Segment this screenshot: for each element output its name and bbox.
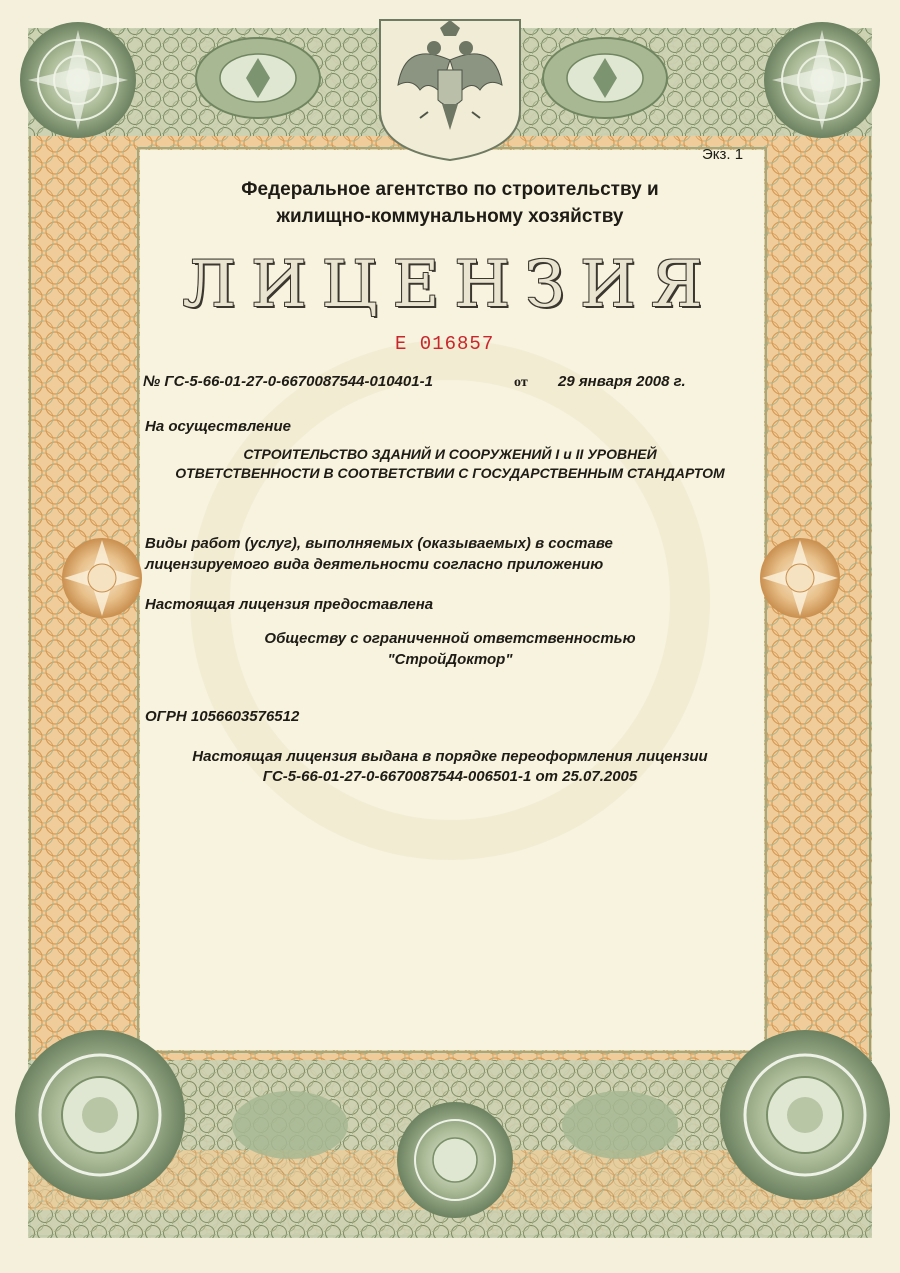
top-right-medallion: [543, 38, 667, 118]
top-left-medallion: [196, 38, 320, 118]
ogrn-number: ОГРН 1056603576512: [145, 708, 300, 725]
agency-line-2: жилищно-коммунальному хозяйству: [276, 206, 624, 227]
purpose-label: На осуществление: [145, 418, 291, 435]
activity-description: [130, 445, 770, 483]
top-left-rosette: [20, 22, 136, 138]
agency-name: [130, 176, 770, 230]
license-number: № ГС-5-66-01-27-0-6670087544-010401-1: [143, 373, 433, 390]
copy-number: Экз. 1: [702, 146, 744, 163]
reissue-line-1: Настоящая лицензия выдана в порядке переоформления лицензии: [192, 748, 708, 765]
bottom-right-rosette: [720, 1030, 890, 1200]
works-line-2: лицензируемого вида деятельности согласно приложению: [145, 556, 604, 573]
granted-label: Настоящая лицензия предоставлена: [145, 596, 434, 613]
activity-line-1: СТРОИТЕЛЬСТВО ЗДАНИЙ И СООРУЖЕНИЙ I и II УРОВНЕЙ: [243, 446, 657, 462]
works-line-1: Виды работ (услуг), выполняемых (оказываемых) в составе: [145, 535, 613, 552]
agency-line-1: Федеральное агентство по строительству и: [241, 179, 659, 200]
holder-line-2: "СтройДоктор": [387, 651, 513, 668]
top-right-rosette: [764, 22, 880, 138]
from-label: от: [514, 375, 528, 390]
works-statement: [145, 533, 613, 575]
reissue-statement: [130, 747, 770, 787]
issue-date: 29 января 2008 г.: [558, 373, 686, 390]
bottom-left-rosette: [15, 1030, 185, 1200]
right-side-rosette: [760, 538, 840, 618]
license-holder: [130, 628, 770, 670]
holder-line-1: Обществу с ограниченной ответственностью: [264, 630, 636, 647]
activity-line-2: ОТВЕТСТВЕННОСТИ В СООТВЕТСТВИИ С ГОСУДАРСТВЕННЫМ СТАНДАРТОМ: [175, 465, 725, 481]
reissue-line-2: ГС-5-66-01-27-0-6670087544-006501-1 от 25.07.2005: [262, 768, 638, 785]
left-side-rosette: [62, 538, 142, 618]
document-title: ЛИЦЕНЗИЯ: [182, 248, 718, 322]
serial-number: Е 016857: [395, 333, 495, 355]
double-headed-eagle-emblem: [380, 20, 520, 160]
